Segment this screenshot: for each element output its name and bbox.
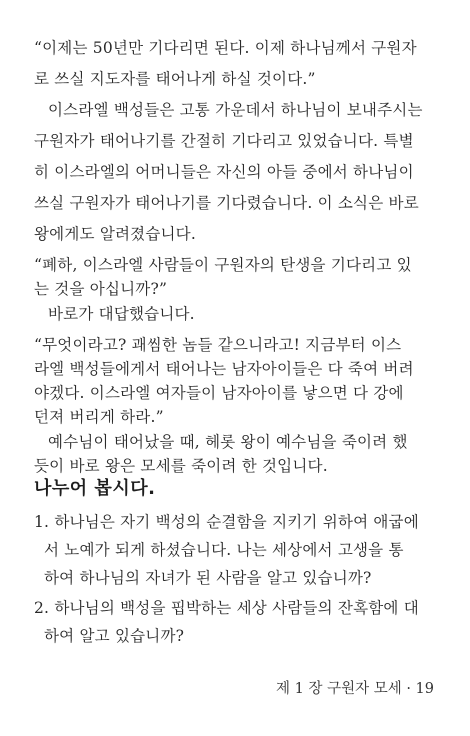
body-line: “이제는 50년만 기다리면 된다. 이제 하나님께서 구원자 [34, 39, 417, 57]
body-line: 왕에게도 알려졌습니다. [34, 225, 196, 243]
body-line: “폐하, 이스라엘 사람들이 구원자의 탄생을 기다리고 있 [34, 256, 412, 274]
body-line: 쓰실 구원자가 태어나기를 기다렸습니다. 이 소식은 바로 [34, 194, 419, 212]
body-line: 예수님이 태어났을 때, 헤롯 왕이 예수님을 죽이려 했 [48, 433, 408, 451]
body-line: 히 이스라엘의 어머니들은 자신의 아들 중에서 하나님이 [34, 163, 414, 181]
body-line: 이스라엘 백성들은 고통 가운데서 하나님이 보내주시는 [48, 101, 423, 119]
section-heading: 나누어 봅시다. [34, 478, 156, 499]
body-line: 야겠다. 이스라엘 여자들이 남자아이를 낳으면 다 강에 [34, 384, 404, 402]
body-line: 듯이 바로 왕은 모세를 죽이려 한 것입니다. [34, 457, 328, 475]
question-line: 2. 하나님의 백성을 핍박하는 세상 사람들의 잔혹함에 대 [34, 599, 419, 617]
body-line: 던져 버리게 하라.” [34, 408, 164, 426]
question-line: 하여 하나님의 자녀가 된 사람을 알고 있습니까? [44, 569, 372, 587]
body-line: 구원자가 태어나기를 간절히 기다리고 있었습니다. 특별 [34, 132, 414, 150]
running-footer: 제 1 장 구원자 모세 · 19 [276, 681, 434, 697]
body-line: 로 쓰실 지도자를 태어나게 하실 것이다.” [34, 70, 316, 88]
body-line: 는 것을 아십니까?” [34, 280, 168, 298]
body-line: “무엇이라고? 괘씸한 놈들 같으니라고! 지금부터 이스 [34, 336, 402, 354]
question-line: 서 노예가 되게 하셨습니다. 나는 세상에서 고생을 통 [44, 541, 404, 559]
body-line: 라엘 백성들에게서 태어나는 남자아이들은 다 죽여 버려 [34, 360, 414, 378]
body-line: 바로가 대답했습니다. [48, 305, 195, 323]
question-line: 하여 알고 있습니까? [44, 627, 185, 645]
question-line: 1. 하나님은 자기 백성의 순결함을 지키기 위하여 애굽에 [34, 513, 419, 531]
